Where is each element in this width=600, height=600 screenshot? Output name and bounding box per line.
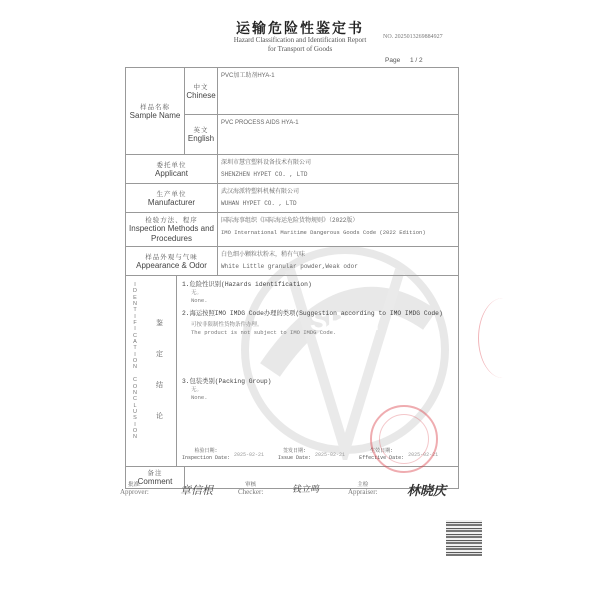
report-title-cn: 运输危险性鉴定书 <box>236 21 364 37</box>
appearance-label-cn: 样品外观与气味 <box>145 252 198 261</box>
conclusion-row <box>126 276 459 467</box>
appearance-label-en: Appearance & Odor <box>136 260 207 270</box>
page-value: 1 / 2 <box>410 57 423 64</box>
checker-label-en: Checker: <box>238 488 264 496</box>
inspection-date-label-cn: 检验日期: <box>194 448 218 454</box>
inspection-methods-label <box>126 213 218 247</box>
hazards-identification-value-en: None. <box>191 297 208 304</box>
conclusion-body <box>176 276 458 466</box>
applicant-value-en: SHENZHEN HYPET CO. , LTD <box>221 171 308 178</box>
english-label-cn: 英文 <box>193 126 209 134</box>
comment-label-en: Comment <box>137 477 173 486</box>
imdg-suggestion-value-cn: 可按非限制性货物条件办理。 <box>191 321 263 328</box>
conclusion-cell <box>126 276 459 467</box>
packing-group-value-en: None. <box>191 394 208 401</box>
conclusion-char-3: 结 <box>156 381 163 389</box>
applicant-label-en: Applicant <box>155 168 188 178</box>
appraiser-signature: 林晓庆 <box>407 484 447 499</box>
manufacturer-label-en: Manufacturer <box>147 197 196 207</box>
manufacturer-value <box>218 184 459 213</box>
sample-name-english-value <box>218 115 459 155</box>
inspection-date <box>182 448 264 462</box>
svg-text:SRICI: SRICI <box>310 306 380 336</box>
inspection-methods-value <box>218 213 459 247</box>
manufacturer-value-en: WUHAN HYPET CO. , LTD <box>221 200 297 207</box>
imdg-suggestion-heading: 2.海运按照IMO IMDG Code办理的类项(Suggestion according to IMO IMDG Code) <box>182 310 443 317</box>
applicant-value <box>218 155 459 184</box>
packing-group-heading: 3.包装类别(Packing Group) <box>182 378 272 385</box>
comment-label-cn: 备注 <box>147 469 163 477</box>
sample-name-english-text: PVC PROCESS AIDS HYA-1 <box>221 120 299 126</box>
conclusion-char-2: 定 <box>156 350 163 358</box>
effective-date-value: 2025-02-21 <box>408 452 439 458</box>
issue-date <box>278 448 345 462</box>
issue-date-value: 2025-02-21 <box>315 452 346 458</box>
conclusion-char-1: 鉴 <box>156 319 163 327</box>
packing-group-value-cn: 无。 <box>191 386 203 393</box>
english-label-en: English <box>187 134 215 143</box>
applicant-label-cn: 委托单位 <box>156 160 187 169</box>
inspection-date-label-en: Inspection Date: <box>182 455 231 461</box>
english-label <box>185 115 218 155</box>
report-table <box>125 67 459 489</box>
qr-code-icon[interactable] <box>446 520 482 556</box>
sample-name-label <box>126 68 185 155</box>
chinese-label-en: Chinese <box>186 90 216 100</box>
report-title-en-line1: Hazard Classification and Identification Report <box>233 36 367 44</box>
hazards-identification-heading: 1.危险性识别(Hazards identification) <box>182 281 312 288</box>
appearance-value-en: White Little granular powder,Weak odor <box>221 263 358 270</box>
effective-date <box>359 448 438 462</box>
appearance-value-cn: 白色细小颗粒状粉末，稍有气味 <box>221 251 306 258</box>
page-label: Page <box>385 57 401 64</box>
conclusion-vertical-en: I D E N T I F I C A T I O N C O N C L U S I O N <box>132 282 138 441</box>
sample-name-chinese-value <box>218 68 459 115</box>
checker-label <box>238 480 263 496</box>
checker-signature: 钱立鸣 <box>292 485 320 495</box>
partial-seal-stamp-icon <box>478 298 528 378</box>
imdg-suggestion-value-en: The product is not subject to IMO IMDG Code. <box>191 329 337 336</box>
inspection-methods-value-en: IMO International Maritime Dangerous Goods Code (2022 Edition) <box>221 229 426 236</box>
manufacturer-row <box>126 184 459 213</box>
report-number: NO. 2025013269884927 <box>383 34 443 40</box>
report-title-en-line2: for Transport of Goods <box>267 45 333 53</box>
inspection-methods-label-cn: 检验方法、程序 <box>145 216 198 224</box>
approver-label-cn: 批准: <box>128 482 141 488</box>
sample-name-chinese-row <box>126 68 459 115</box>
checker-label-cn: 审核 <box>245 482 257 488</box>
inspection-date-value: 2025-02-21 <box>234 452 265 458</box>
sample-name-label-cn: 样品名称 <box>140 102 170 111</box>
chinese-label <box>185 68 218 115</box>
approver-signature: 章信根 <box>180 484 213 497</box>
inspection-methods-row <box>126 213 459 247</box>
manufacturer-label-cn: 生产单位 <box>156 189 187 198</box>
appraiser-label-cn: 主检 <box>357 482 369 488</box>
appearance-row <box>126 247 459 276</box>
chinese-label-cn: 中文 <box>193 82 209 91</box>
sample-name-label-en: Sample Name <box>129 110 181 120</box>
effective-date-label-cn: 生效日期: <box>370 448 394 454</box>
approver-label-en: Approver: <box>120 488 149 496</box>
appraiser-label <box>348 480 378 496</box>
manufacturer-value-cn: 武汉海派特塑料机械有限公司 <box>221 188 300 195</box>
dates-row <box>182 448 458 462</box>
appraiser-label-en: Appraiser: <box>348 488 378 496</box>
appearance-label <box>126 247 218 276</box>
page-indicator <box>385 57 423 64</box>
issue-date-label-en: Issue Date: <box>278 455 312 461</box>
inspection-methods-label-en: Inspection Methods and Procedures <box>129 224 214 243</box>
applicant-row <box>126 155 459 184</box>
sample-name-chinese-text: PVC加工助剂HYA-1 <box>221 73 275 79</box>
effective-date-label-en: Effective Date: <box>359 455 405 461</box>
issue-date-label-cn: 签发日期: <box>283 448 307 454</box>
manufacturer-label <box>126 184 218 213</box>
conclusion-char-4: 论 <box>156 412 163 420</box>
hazards-identification-value-cn: 无。 <box>191 289 203 296</box>
report-title-en <box>0 36 600 54</box>
inspection-methods-value-cn: 国际海事组织《国际海运危险货物规则》（2022版） <box>221 217 359 224</box>
signatures <box>0 480 600 510</box>
approver-label <box>120 480 149 496</box>
applicant-label <box>126 155 218 184</box>
applicant-value-cn: 深圳市慧宜塑料设备技术有限公司 <box>221 159 312 166</box>
appearance-value <box>218 247 459 276</box>
conclusion-vertical-cn <box>156 318 166 442</box>
